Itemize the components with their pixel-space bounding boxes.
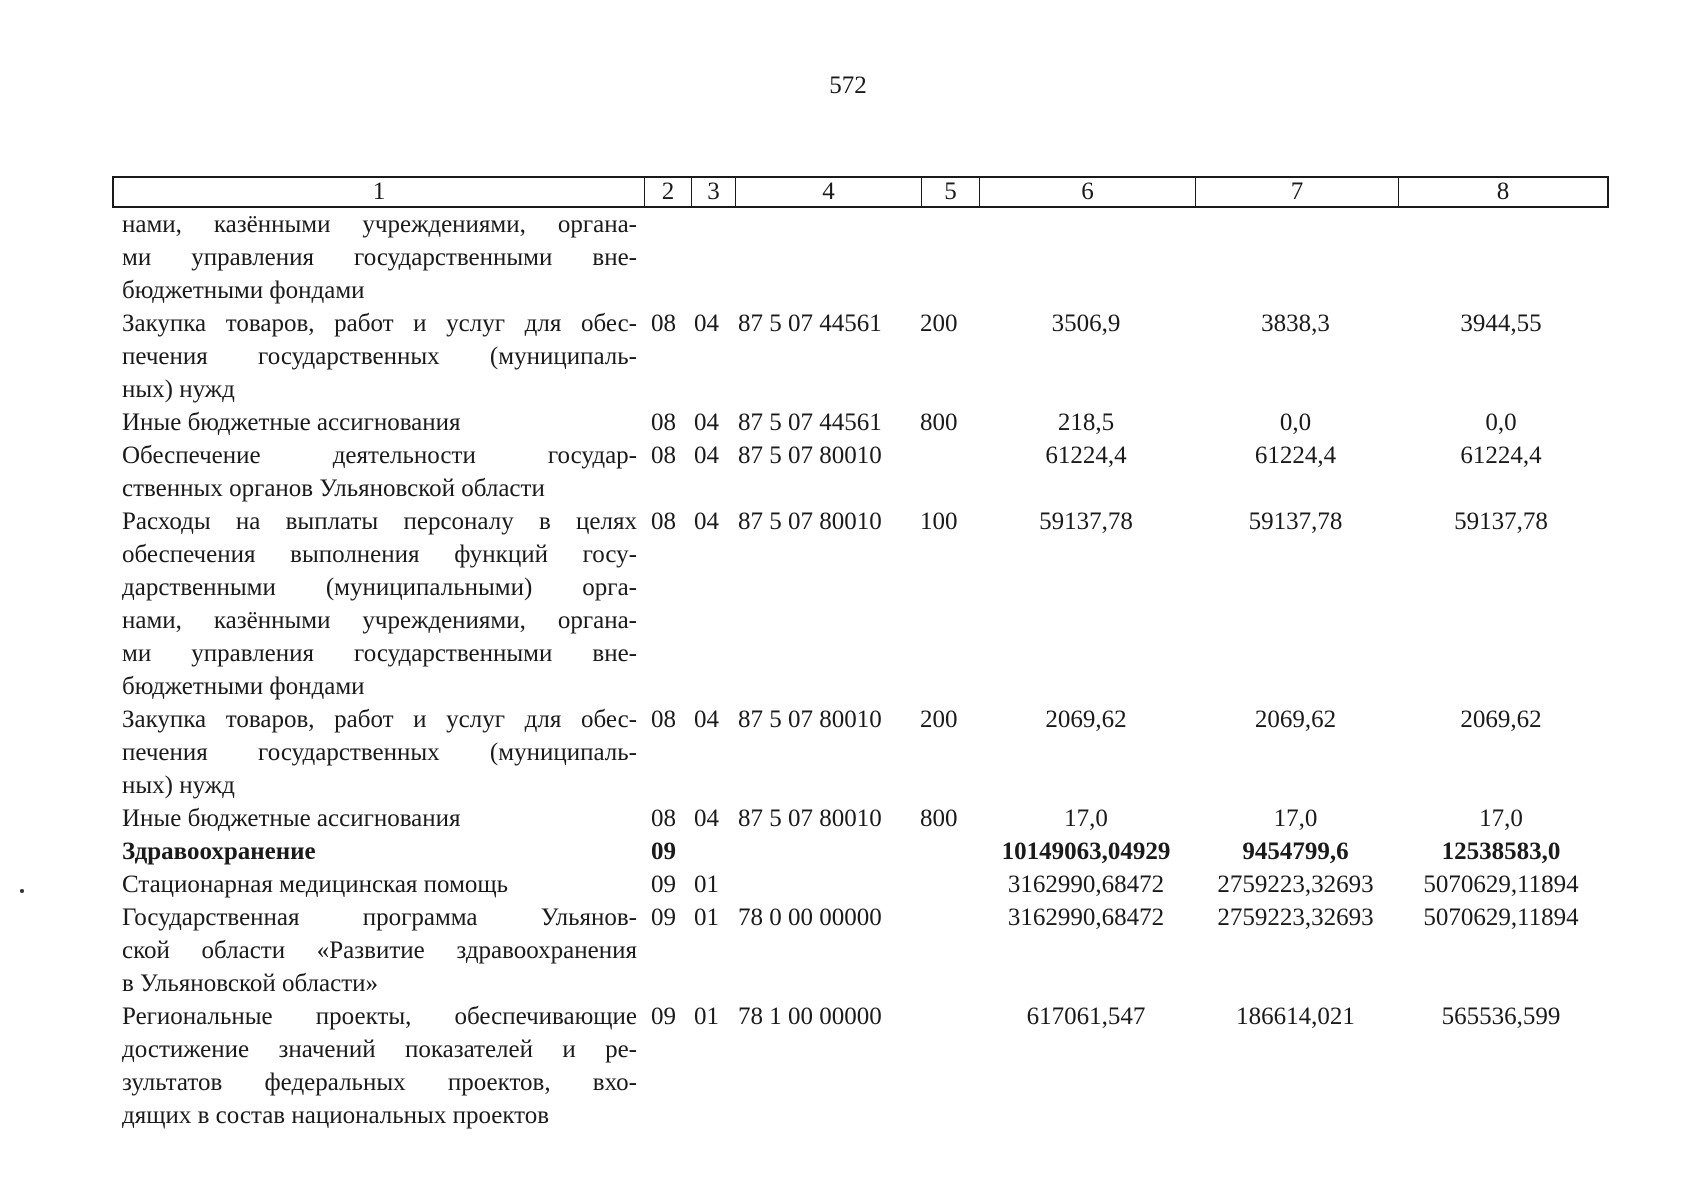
description-line: Иные бюджетные ассигнования	[122, 805, 461, 832]
subsection-code	[690, 835, 734, 868]
amount-col-7: 17,0	[1273, 805, 1318, 832]
row-description	[112, 406, 643, 439]
amount-col-8	[1397, 208, 1605, 307]
expense-type-code	[920, 868, 978, 901]
subsection-code: 04	[694, 508, 719, 535]
amount-col-8: 3944,55	[1460, 310, 1542, 337]
section-code: 08	[651, 310, 676, 337]
subsection-code: 01	[694, 871, 719, 898]
description-line: ской области «Развитие здравоохранения	[122, 937, 637, 964]
amount-col-6: 617061,547	[1026, 1003, 1146, 1030]
header-col-6: 6	[980, 178, 1196, 206]
expense-type-code: 200	[920, 310, 958, 337]
description-line: достижение значений показателей и ре-	[122, 1036, 637, 1063]
target-article-code	[734, 835, 920, 868]
description-line: Закупка товаров, работ и услуг для обес-	[122, 706, 637, 733]
table-row	[112, 439, 1609, 505]
amount-col-8: 61224,4	[1460, 442, 1542, 469]
header-col-1: 1	[114, 178, 645, 206]
amount-col-6: 3162990,68472	[1007, 904, 1165, 931]
row-description	[112, 703, 643, 802]
row-description	[112, 307, 643, 406]
amount-col-7: 186614,021	[1236, 1003, 1355, 1030]
amount-col-7: 2759223,32693	[1217, 904, 1374, 931]
description-line: Закупка товаров, работ и услуг для обес-	[122, 310, 637, 337]
row-description	[112, 1000, 643, 1132]
section-code: 09	[651, 838, 676, 865]
amount-col-8: 12538583,0	[1441, 838, 1561, 865]
subsection-code: 04	[694, 805, 719, 832]
table-row	[112, 835, 1609, 868]
description-line: печения государственных (муниципаль-	[122, 343, 637, 370]
amount-col-7: 61224,4	[1254, 442, 1337, 469]
scan-speck	[20, 889, 24, 893]
subsection-code: 04	[694, 409, 719, 436]
description-line: ми управления государственными вне-	[122, 244, 637, 271]
amount-col-6: 10149063,04929	[1001, 838, 1171, 865]
header-col-7: 7	[1196, 178, 1399, 206]
table-row	[112, 208, 1609, 307]
table-row	[112, 505, 1609, 703]
amount-col-6: 3506,9	[1051, 310, 1121, 337]
target-article-code: 87 5 07 80010	[738, 442, 882, 469]
section-code: 08	[651, 805, 676, 832]
amount-col-7: 3838,3	[1261, 310, 1330, 337]
table-header	[112, 176, 1609, 208]
amount-col-6	[978, 208, 1194, 307]
header-col-5: 5	[922, 178, 980, 206]
target-article-code: 87 5 07 80010	[738, 706, 882, 733]
header-col-3: 3	[692, 178, 736, 206]
section-code: 09	[651, 1003, 676, 1030]
target-article-code	[734, 868, 920, 901]
description-line: печения государственных (муниципаль-	[122, 739, 637, 766]
subsection-code	[690, 208, 734, 307]
amount-col-7	[1194, 208, 1397, 307]
description-line: Здравоохранение	[122, 838, 316, 865]
description-line: нами, казёнными учреждениями, органа-	[122, 607, 637, 634]
section-code: 08	[651, 508, 676, 535]
description-line: Обеспечение деятельности государ-	[122, 442, 637, 469]
expense-type-code: 100	[920, 508, 958, 535]
amount-col-6: 3162990,68472	[1007, 871, 1165, 898]
amount-col-6: 17,0	[1064, 805, 1108, 832]
description-line: дящих в состав национальных проектов	[122, 1102, 550, 1129]
description-line: бюджетными фондами	[122, 673, 365, 700]
amount-col-7: 2069,62	[1254, 706, 1337, 733]
header-col-2: 2	[645, 178, 692, 206]
description-line: Региональные проекты, обеспечивающие	[122, 1003, 637, 1030]
section-code: 08	[651, 706, 676, 733]
description-line: ных) нужд	[122, 772, 235, 799]
description-line: ми управления государственными вне-	[122, 640, 637, 667]
row-description	[112, 868, 643, 901]
section-code	[643, 208, 690, 307]
table-body	[112, 208, 1609, 1132]
amount-col-8: 5070629,11894	[1423, 904, 1579, 931]
amount-col-8: 2069,62	[1460, 706, 1542, 733]
target-article-code: 87 5 07 44561	[738, 310, 882, 337]
amount-col-6: 61224,4	[1045, 442, 1127, 469]
amount-col-8: 0,0	[1485, 409, 1517, 436]
amount-col-7: 59137,78	[1248, 508, 1343, 535]
description-line: обеспечения выполнения функций госу-	[122, 541, 637, 568]
target-article-code: 87 5 07 80010	[738, 508, 882, 535]
amount-col-7: 9454799,6	[1242, 838, 1349, 865]
description-line: Иные бюджетные ассигнования	[122, 409, 461, 436]
row-description	[112, 802, 643, 835]
subsection-code: 04	[694, 442, 719, 469]
table-row	[112, 868, 1609, 901]
expense-type-code: 200	[920, 706, 958, 733]
amount-col-7: 2759223,32693	[1217, 871, 1374, 898]
header-col-8: 8	[1496, 178, 1510, 205]
subsection-code: 04	[694, 706, 719, 733]
description-line: ных) нужд	[122, 376, 235, 403]
table-row	[112, 901, 1609, 1000]
description-line: бюджетными фондами	[122, 277, 365, 304]
row-description	[112, 505, 643, 703]
description-line: ственных органов Ульяновской области	[122, 475, 545, 502]
expense-type-code	[920, 208, 978, 307]
section-code: 09	[651, 904, 676, 931]
amount-col-6: 218,5	[1057, 409, 1115, 436]
amount-col-8: 59137,78	[1454, 508, 1548, 535]
expense-type-code: 800	[920, 409, 958, 436]
section-code: 08	[651, 409, 676, 436]
row-description	[112, 901, 643, 1000]
description-line: Стационарная медицинская помощь	[122, 871, 509, 898]
target-article-code	[734, 208, 920, 307]
target-article-code: 78 0 00 00000	[738, 904, 882, 931]
section-code: 08	[651, 442, 676, 469]
amount-col-6: 2069,62	[1045, 706, 1127, 733]
description-line: дарственными (муниципальными) орга-	[122, 574, 637, 601]
amount-col-8: 565536,599	[1441, 1003, 1561, 1030]
table-row	[112, 1000, 1609, 1132]
target-article-code: 87 5 07 44561	[738, 409, 882, 436]
expense-type-code	[920, 1000, 978, 1132]
table-row	[112, 703, 1609, 802]
subsection-code: 01	[694, 904, 719, 931]
subsection-code: 04	[694, 310, 719, 337]
amount-col-8: 17,0	[1479, 805, 1523, 832]
expense-type-code	[920, 439, 978, 505]
amount-col-8: 5070629,11894	[1423, 871, 1579, 898]
subsection-code: 01	[694, 1003, 719, 1030]
description-line: Расходы на выплаты персоналу в целях	[122, 508, 637, 535]
target-article-code: 87 5 07 80010	[738, 805, 882, 832]
expense-type-code	[920, 835, 978, 868]
table-row	[112, 802, 1609, 835]
expense-type-code	[920, 901, 978, 1000]
expense-type-code: 800	[920, 805, 958, 832]
table-row	[112, 307, 1609, 406]
table-row	[112, 406, 1609, 439]
header-col-4: 4	[736, 178, 922, 206]
page-number: 572	[829, 72, 867, 99]
amount-col-6: 59137,78	[1039, 508, 1133, 535]
section-code: 09	[651, 871, 676, 898]
row-description	[112, 439, 643, 505]
description-line: зультатов федеральных проектов, вхо-	[122, 1069, 637, 1096]
row-description	[112, 208, 643, 307]
description-line: Государственная программа Ульянов-	[122, 904, 637, 931]
row-description	[112, 835, 643, 868]
description-line: в Ульяновской области»	[122, 970, 379, 997]
amount-col-7: 0,0	[1279, 409, 1312, 436]
description-line: нами, казёнными учреждениями, органа-	[122, 211, 637, 238]
target-article-code: 78 1 00 00000	[738, 1003, 882, 1030]
